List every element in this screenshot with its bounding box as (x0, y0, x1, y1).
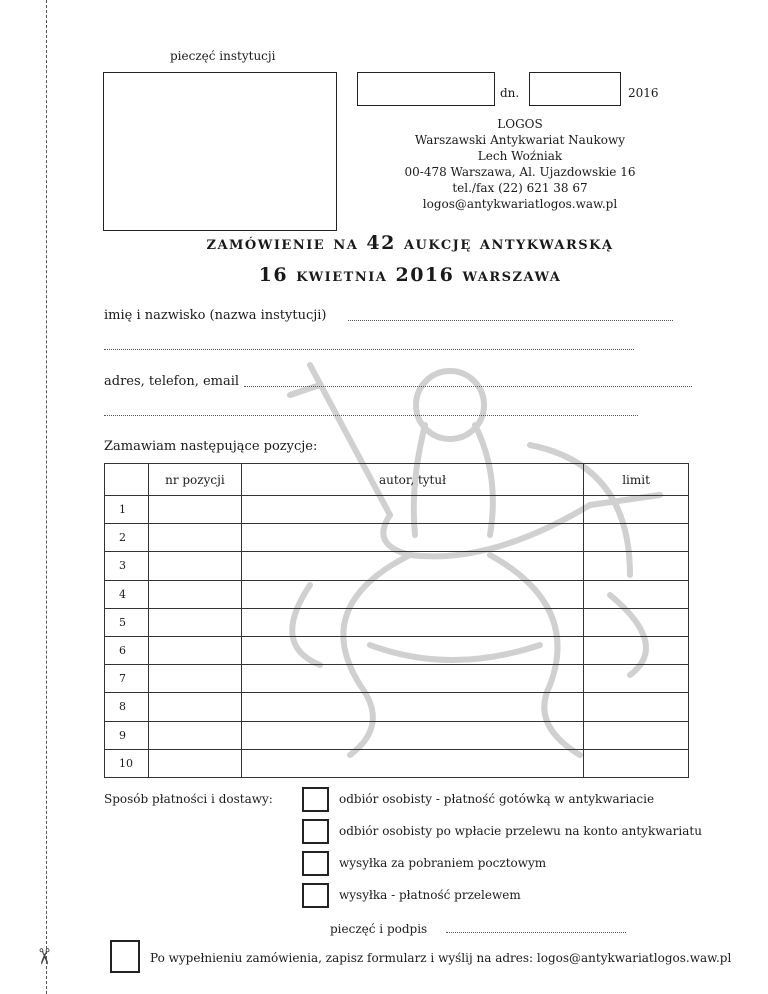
table-row (105, 636, 689, 664)
author-title-cell[interactable] (241, 665, 583, 693)
table-row (105, 580, 689, 608)
item-number-cell[interactable] (148, 552, 241, 580)
place-field[interactable] (357, 72, 495, 106)
table-header-row (105, 464, 689, 496)
signature-field[interactable] (446, 932, 626, 933)
table-row (105, 665, 689, 693)
option-label: odbiór osobisty - płatność gotówką w antykwariacie (339, 792, 655, 806)
org-name: LOGOS (497, 117, 543, 131)
limit-cell[interactable] (584, 665, 689, 693)
option-label: wysyłka za pobraniem pocztowym (339, 856, 547, 870)
stamp-label: pieczęć instytucji (170, 49, 276, 63)
checkbox[interactable] (302, 787, 329, 812)
row-number: 5 (105, 608, 149, 636)
org-phone: tel./fax (22) 621 38 67 (452, 181, 588, 195)
limit-cell[interactable] (584, 636, 689, 664)
address-label: adres, telefon, email (104, 374, 240, 389)
address-field-continued[interactable] (104, 415, 638, 416)
table-row (105, 496, 689, 524)
name-field[interactable] (348, 320, 673, 321)
author-title-cell[interactable] (241, 721, 583, 749)
author-title-cell[interactable] (241, 496, 583, 524)
table-row (105, 693, 689, 721)
table-row (105, 749, 689, 777)
item-number-cell[interactable] (148, 636, 241, 664)
payment-option-pickup-transfer[interactable] (302, 818, 702, 844)
author-title-cell[interactable] (241, 552, 583, 580)
name-field-continued[interactable] (104, 349, 634, 350)
footer-instructions: Po wypełnieniu zamówienia, zapisz formularz i wyślij na adres: logos@antykwariatlogos.waw.pl (150, 951, 732, 965)
limit-cell[interactable] (584, 721, 689, 749)
cut-line (46, 0, 47, 994)
payment-option-cash-on-delivery[interactable] (302, 850, 546, 876)
option-label: wysyłka - płatność przelewem (339, 888, 521, 902)
limit-cell[interactable] (584, 608, 689, 636)
column-header-number (105, 464, 149, 496)
limit-cell[interactable] (584, 552, 689, 580)
date-prefix: dn. (500, 86, 520, 100)
limit-cell[interactable] (584, 496, 689, 524)
address-field[interactable] (244, 386, 692, 387)
item-number-cell[interactable] (148, 693, 241, 721)
limit-cell[interactable] (584, 524, 689, 552)
organization-address (360, 116, 680, 212)
limit-cell[interactable] (584, 693, 689, 721)
limit-cell[interactable] (584, 749, 689, 777)
item-number-cell[interactable] (148, 721, 241, 749)
checkbox[interactable] (302, 819, 329, 844)
item-number-cell[interactable] (148, 665, 241, 693)
limit-cell[interactable] (584, 580, 689, 608)
table-row (105, 524, 689, 552)
row-number: 4 (105, 580, 149, 608)
org-owner: Lech Woźniak (477, 149, 563, 163)
author-title-cell[interactable] (241, 636, 583, 664)
option-label: odbiór osobisty po wpłacie przelewu na konto antykwariatu (339, 824, 702, 838)
payment-option-shipping-transfer[interactable] (302, 882, 521, 908)
row-number: 2 (105, 524, 149, 552)
table-row (105, 608, 689, 636)
name-label: imię i nazwisko (nazwa instytucji) (104, 308, 327, 323)
row-number: 6 (105, 636, 149, 664)
scissors-icon: ✂ (30, 947, 56, 966)
author-title-cell[interactable] (241, 749, 583, 777)
author-title-cell[interactable] (241, 608, 583, 636)
order-table (104, 463, 689, 778)
row-number: 3 (105, 552, 149, 580)
table-row (105, 721, 689, 749)
item-number-cell[interactable] (148, 749, 241, 777)
org-email: logos@antykwariatlogos.waw.pl (422, 197, 618, 211)
checkbox[interactable] (302, 851, 329, 876)
payment-option-pickup-cash[interactable] (302, 786, 654, 812)
item-number-cell[interactable] (148, 608, 241, 636)
table-row (105, 552, 689, 580)
row-number: 1 (105, 496, 149, 524)
column-header-item-number: nr pozycji (148, 464, 241, 496)
year-label: 2016 (628, 86, 659, 100)
row-number: 8 (105, 693, 149, 721)
payment-label: Sposób płatności i dostawy: (104, 792, 273, 806)
item-number-cell[interactable] (148, 496, 241, 524)
date-field[interactable] (529, 72, 621, 106)
row-number: 7 (105, 665, 149, 693)
institution-stamp-box[interactable] (103, 72, 337, 231)
checkbox[interactable] (302, 883, 329, 908)
page-title: zamówienie na 42 aukcję antykwarską (206, 232, 614, 254)
page-subtitle: 16 kwietnia 2016 warszawa (258, 264, 562, 286)
org-full-name: Warszawski Antykwariat Naukowy (414, 133, 626, 147)
item-number-cell[interactable] (148, 580, 241, 608)
item-number-cell[interactable] (148, 524, 241, 552)
confirm-checkbox[interactable] (110, 940, 140, 973)
signature-label: pieczęć i podpis (330, 922, 428, 936)
author-title-cell[interactable] (241, 693, 583, 721)
author-title-cell[interactable] (241, 580, 583, 608)
row-number: 9 (105, 721, 149, 749)
column-header-author-title: autor, tytuł (241, 464, 583, 496)
row-number: 10 (105, 749, 149, 777)
org-address: 00-478 Warszawa, Al. Ujazdowskie 16 (404, 165, 636, 179)
column-header-limit: limit (584, 464, 689, 496)
order-intro: Zamawiam następujące pozycje: (104, 439, 318, 454)
author-title-cell[interactable] (241, 524, 583, 552)
